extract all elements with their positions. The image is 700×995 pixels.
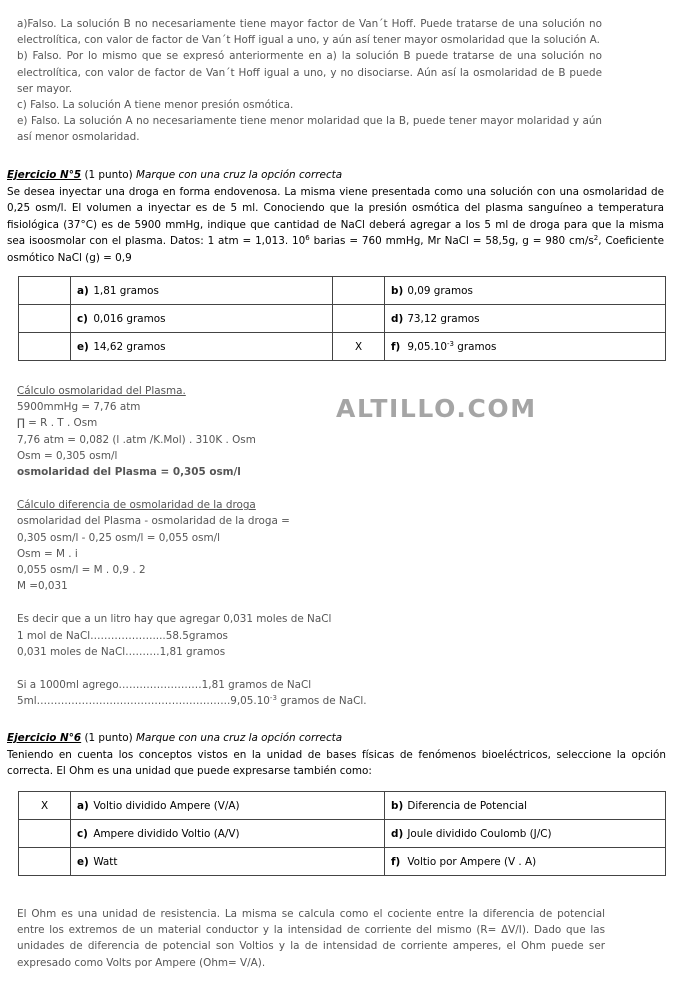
option-d-mark-cell[interactable]: [333, 305, 385, 333]
exercise-6-explanation: El Ohm es una unidad de resistencia. La misma se calcula como el cociente entre la diferencia de potencial entre los extremos de un material conductor y la intensidad de corriente del mismo (R= ΔV/I). Dado que las unidades de diferencia de potencial son Voltios y la de intensidad de corriente amperes, el Ohm puede ser expresado como Volts por Ampere (Ohm= V/A).: [17, 908, 605, 969]
calc-line: 0,031 moles de NaCl……….1,81 gramos: [17, 645, 226, 658]
calc-line: Es decir que a un litro hay que agregar 0,031 moles de NaCl: [17, 613, 332, 626]
option-b-mark-cell[interactable]: [333, 277, 385, 305]
exercise-6-stem: Teniendo en cuenta los conceptos vistos en la unidad de bases físicas de fenómenos bioeléctricos, seleccione la opción correcta. El Ohm es una unidad que puede expresarse también como:: [7, 748, 666, 778]
calc-line: Osm = 0,305 osm/l: [17, 449, 118, 462]
option-e-mark-cell[interactable]: [19, 333, 71, 361]
option-d[interactable]: d) 73,12 gramos: [385, 305, 666, 333]
option-e-mark-cell[interactable]: [19, 848, 71, 876]
exercise-6-instruction: Marque con una cruz la opción correcta: [135, 732, 343, 744]
calc-result-plasma: osmolaridad del Plasma = 0,305 osm/l: [17, 466, 241, 479]
option-a-mark-cell[interactable]: X: [19, 792, 71, 820]
calc-line: ∏ = R . T . Osm: [17, 417, 98, 430]
option-c-mark-cell[interactable]: [19, 820, 71, 848]
option-c[interactable]: c) 0,016 gramos: [71, 305, 333, 333]
table-row: [19, 848, 666, 876]
calc-line: 0,055 osm/l = M . 0,9 . 2: [17, 564, 146, 577]
table-row: [19, 333, 666, 361]
exercise-5-instruction: Marque con una cruz la opción correcta: [135, 169, 343, 181]
option-b[interactable]: b) Diferencia de Potencial: [385, 792, 666, 820]
calc-line: Osm = M . i: [17, 547, 78, 560]
option-f[interactable]: f) $9,05.10^{-3}$ gramos: [385, 333, 666, 361]
option-e[interactable]: e) Watt: [71, 848, 385, 876]
table-row: [19, 305, 666, 333]
calculation-block: [17, 383, 367, 709]
calc-heading-plasma: Cálculo osmolaridad del Plasma.: [17, 385, 186, 397]
exercise-5-stem: Se desea inyectar una droga en forma endovenosa. La misma viene presentada como una solución con una osmolaridad de 0,25 osm/l. El volumen a inyectar es de 5 ml. Conociendo que la presión osmótica del plasma sanguíneo a temperatura fisiológica (37°C) es de 5900 mmHg, indique que cantidad de NaCl deberá agregar a los 5 ml de droga para que la misma sea isoosmolar con el plasma. Datos: 1 atm = 1,013. $10^6$ barias = 760 mmHg, Mr NaCl = 58,5g, g = 980 $cm/s^2$, Coeficiente osmótico NaCl (g) = 0,9: [7, 185, 664, 264]
option-f[interactable]: f) Voltio por Ampere (V . A): [385, 848, 666, 876]
answer-c: c) Falso. La solución A tiene menor presión osmótica.: [17, 99, 294, 112]
table-row: [19, 277, 666, 305]
calc-line: M =0,031: [17, 580, 68, 593]
option-d[interactable]: d) Joule dividido Coulomb (J/C): [385, 820, 666, 848]
option-f-mark-cell[interactable]: X: [333, 333, 385, 361]
calc-line: 1 mol de NaCl………………....58.5gramos: [17, 629, 228, 642]
exercise-5-options-table: [18, 276, 666, 361]
calc-line: 5900mmHg = 7,76 atm: [17, 401, 141, 414]
watermark: ALTILLO.COM: [336, 394, 537, 423]
option-a[interactable]: a) 1,81 gramos: [71, 277, 333, 305]
exercise-5-points: (1 punto): [81, 169, 136, 181]
exercise-6: [7, 730, 666, 780]
answer-a: a)Falso. La solución B no necesariamente tiene mayor factor de Van´t Hoff. Puede tratarse de una solución no electrolítica, con valor de factor de Van´t Hoff igual a uno, y aún así tener mayor osmolaridad que la solución A.: [17, 18, 602, 47]
calc-line: osmolaridad del Plasma - osmolaridad de la droga =: [17, 515, 290, 528]
answer-e: e) Falso. La solución A no necesariamente tiene menor molaridad que la B, puede tener mayor molaridad y aún así menor osmolaridad.: [17, 115, 602, 144]
option-a-mark-cell[interactable]: [19, 277, 71, 305]
calc-line: 7,76 atm = 0,082 (l .atm /K.Mol) . 310K . Osm: [17, 433, 256, 446]
answers-block: [17, 16, 602, 146]
option-b[interactable]: b) 0,09 gramos: [385, 277, 666, 305]
exercise-6-points: (1 punto): [81, 732, 136, 744]
option-c-mark-cell[interactable]: [19, 305, 71, 333]
table-row: [19, 792, 666, 820]
calc-line: Si a 1000ml agrego……………………1,81 gramos de NaCl: [17, 679, 312, 692]
calc-final-line: $5ml\dots\dots\dots\dots\dots\dots\dots\dots\dots\dots\dots\dots\dots\dots\dots\dots\dots\dots..9,05.10^{-3}$ gramos de NaCl.: [17, 694, 367, 708]
option-a[interactable]: a) Voltio dividido Ampere (V/A): [71, 792, 385, 820]
exercise-6-options-table: [18, 791, 666, 876]
exercise-6-heading: [7, 730, 666, 747]
exercise-5-title: Ejercicio N°5: [7, 169, 82, 181]
exercise-5-heading: [7, 167, 664, 184]
exercise-5: [7, 167, 664, 267]
calc-line: 0,305 osm/l - 0,25 osm/l = 0,055 osm/l: [17, 531, 221, 544]
answer-b: b) Falso. Por lo mismo que se expresó anteriormente en a) la solución B puede tratarse de una solución no electrolítica, con valor de factor de Van´t Hoff igual a uno, y no disociarse. Aún así la osmolaridad de B puede ser mayor.: [17, 50, 602, 95]
table-row: [19, 820, 666, 848]
exercise-6-title: Ejercicio N°6: [7, 732, 82, 744]
calc-heading-difference: Cálculo diferencia de osmolaridad de la droga: [17, 499, 256, 512]
option-c[interactable]: c) Ampere dividido Voltio (A/V): [71, 820, 385, 848]
option-e[interactable]: e) 14,62 gramos: [71, 333, 333, 361]
